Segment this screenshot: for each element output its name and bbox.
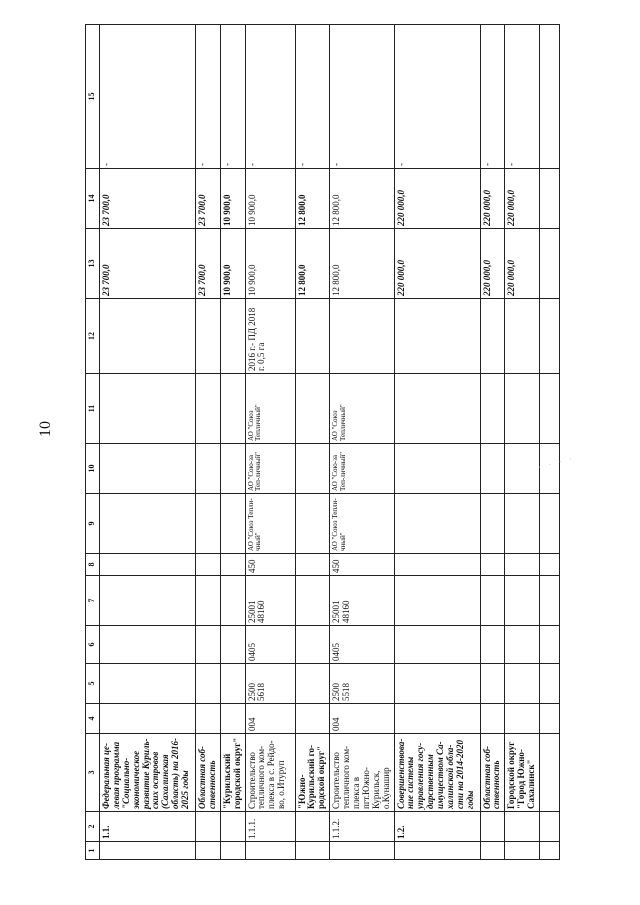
amount-cell: 220 000,0: [480, 169, 505, 229]
amount-cell: 10 900,0: [245, 229, 295, 299]
amount-cell: 220 000,0: [394, 169, 480, 229]
column-header: 12: [86, 299, 100, 374]
row-code: 1.1.1.: [245, 812, 295, 842]
column-header: 14: [86, 169, 100, 229]
table-row: Областная соб-ственность 220 000,0 220 000,0 -: [480, 25, 505, 860]
row-title: Строительство тепличного ком-плекса в пгт.Южно-Курильск, о.Кунашир: [330, 734, 394, 812]
row-title: "Курильский городской округ": [220, 734, 245, 812]
column-header: 13: [86, 229, 100, 299]
amount-cell: 10 900,0: [220, 229, 245, 299]
table-container: [85, 25, 537, 860]
budget-table: [85, 24, 560, 860]
row-title: "Южно-Курильский го-родской округ": [295, 734, 330, 812]
table-row: "Курильский городской округ" 10 900,0 10 900,0 -: [220, 25, 245, 860]
amount-cell: 23 700,0: [100, 229, 196, 299]
amount-cell: 10 900,0: [245, 169, 295, 229]
amount-cell: 220 000,0: [505, 169, 540, 229]
amount-cell: 12 800,0: [295, 169, 330, 229]
table-row: 1.1. Федеральная це-левая программа "Социально-экономическое развитие Куриль-ских островов (Сахалинская область) на 2016-2025 годы 23 700,0 23 700,0 -: [100, 25, 196, 860]
row-title: Городской округ "Город Южно-Сахалинск": [505, 734, 540, 812]
column-header: 7: [86, 576, 100, 626]
amount-cell: 10 900,0: [220, 169, 245, 229]
row-title: Федеральная це-левая программа "Социально-экономическое развитие Куриль-ских островов (Сахалинская область) на 2016-2025 годы: [100, 734, 196, 812]
table-row: 1.1.1. Строительство тепличного ком-плекса в с. Рейдо-во, о.Итуруп 004 2500 5618 0405 25001 48160 450 АО "Союз Тепли-чный" АО "Сою-за Теп-личный" АО "Союз Тепличный" 2016 г.- ПД 2018 г. 0,5 га 10 900,0 10 900,0 -: [245, 25, 295, 860]
column-header: 8: [86, 554, 100, 576]
row-title: Областная соб-ственность: [480, 734, 505, 812]
row-title: Строительство тепличного ком-плекса в с. Рейдо-во, о.Итуруп: [245, 734, 295, 812]
table-row: 1.2. Совершенствова-ние системы управления госу-дарственным имуществом Са-халинской обла-сти на 2014-2020 годы 220 000,0 220 000,0 -: [394, 25, 480, 860]
row-title: Областная соб-ственность: [196, 734, 221, 812]
page-number: 10: [37, 421, 54, 437]
column-header: 10: [86, 444, 100, 494]
table-row: "Южно-Курильский го-родской округ" 12 800,0 12 800,0 -: [295, 25, 330, 860]
filler-row: [540, 25, 560, 860]
header-row: [86, 25, 100, 860]
scan-noise: · · · ·: [537, 453, 576, 472]
column-header: 15: [86, 25, 100, 169]
column-header: 6: [86, 626, 100, 664]
amount-cell: 220 000,0: [480, 229, 505, 299]
amount-cell: 23 700,0: [196, 169, 221, 229]
row-code: 1.1.: [100, 812, 196, 842]
amount-cell: 12 800,0: [330, 169, 394, 229]
amount-cell: 12 800,0: [295, 229, 330, 299]
amount-cell: 12 800,0: [330, 229, 394, 299]
column-header: 11: [86, 374, 100, 444]
row-code: 1.2.: [394, 812, 480, 842]
column-header: 1: [86, 842, 100, 860]
column-header: 2: [86, 812, 100, 842]
amount-cell: 23 700,0: [196, 229, 221, 299]
table-row: Областная соб-ственность 23 700,0 23 700,0 -: [196, 25, 221, 860]
amount-cell: 220 000,0: [505, 229, 540, 299]
table-row: 1.1.2. Строительство тепличного ком-плекса в пгт.Южно-Курильск, о.Кунашир 004 2500 5518 0405 25001 48160 450 АО "Союз Тепли-чный" АО "Сою-за Теп-личный" АО "Союз Тепличный" 12 800,0 12 800,0 -: [330, 25, 394, 860]
row-code: 1.1.2.: [330, 812, 394, 842]
column-header: 9: [86, 494, 100, 554]
row-title: Совершенствова-ние системы управления госу-дарственным имуществом Са-халинской обла-сти на 2014-2020 годы: [394, 734, 480, 812]
column-header: 4: [86, 704, 100, 734]
amount-cell: 220 000,0: [394, 229, 480, 299]
column-header: 5: [86, 664, 100, 704]
amount-cell: 23 700,0: [100, 169, 196, 229]
column-header: 3: [86, 734, 100, 812]
table-row: Городской округ "Город Южно-Сахалинск" 220 000,0 220 000,0 -: [505, 25, 540, 860]
